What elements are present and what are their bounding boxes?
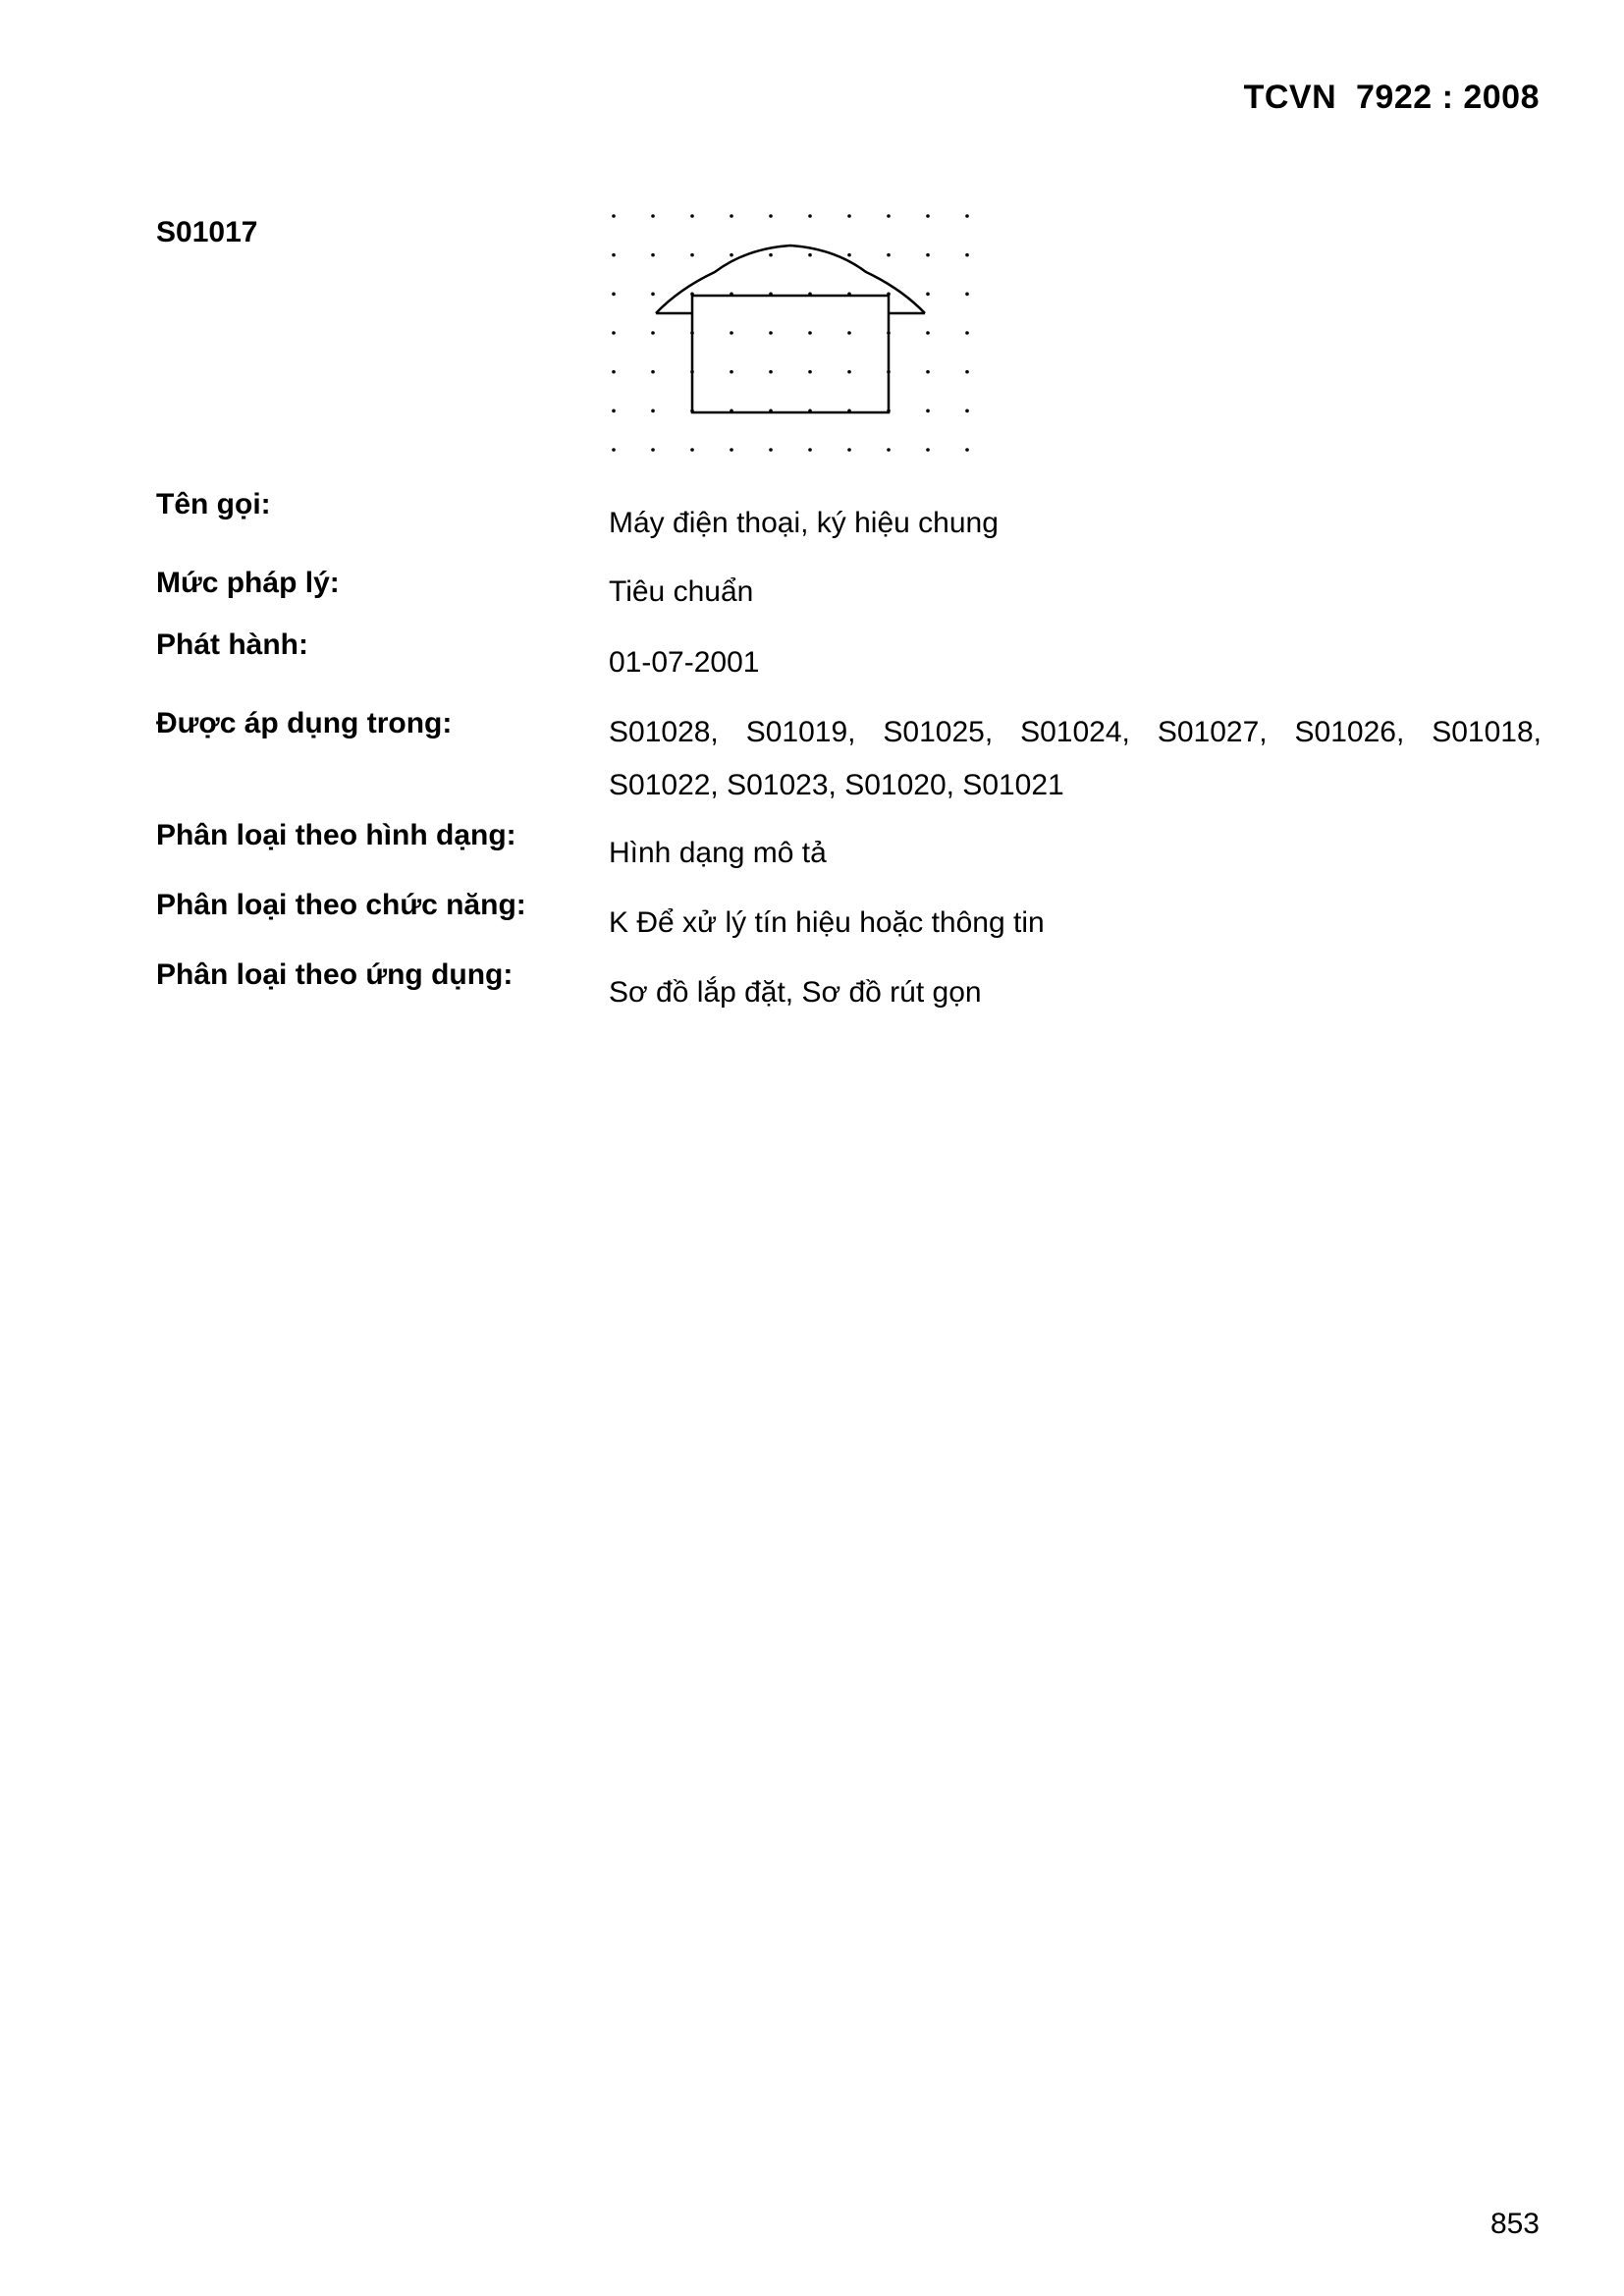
grid-dot [769, 214, 773, 218]
grid-dot [926, 253, 930, 257]
grid-dot [730, 370, 733, 374]
field-value: Hình dạng mô tả [609, 837, 827, 869]
grid-dot [808, 214, 812, 218]
grid-dot [808, 331, 812, 335]
field-label: Được áp dụng trong: [156, 707, 453, 739]
grid-dot [651, 293, 655, 297]
grid-dot [847, 331, 851, 335]
grid-dot [965, 448, 969, 452]
field-label: Phân loại theo hình dạng: [156, 819, 516, 851]
grid-dot [808, 370, 812, 374]
field-application-classification [156, 958, 1541, 1017]
field-function-classification [156, 889, 1541, 948]
grid-dot [612, 331, 616, 335]
grid-dot [690, 448, 694, 452]
grid-dot [651, 331, 655, 335]
grid-dot [847, 214, 851, 218]
grid-dot [612, 214, 616, 218]
grid-dot [651, 253, 655, 257]
symbol-code: S01017 [156, 216, 258, 248]
grid-dot [769, 331, 773, 335]
grid-dot [651, 370, 655, 374]
standard-code: TCVN 7922 : 2008 [1243, 79, 1540, 116]
grid-dot [769, 448, 773, 452]
field-value: Máy điện thoại, ký hiệu chung [609, 507, 999, 539]
grid-dot [730, 214, 733, 218]
grid-dots [612, 214, 969, 452]
grid-dot [926, 448, 930, 452]
grid-dot [651, 214, 655, 218]
grid-dot [612, 253, 616, 257]
grid-dot [847, 253, 851, 257]
grid-dot [651, 448, 655, 452]
grid-dot [965, 410, 969, 413]
field-value: S01028, S01019, S01025, S01024, S01027, S01026, S01018, S01022, S01023, S01020, S01021 [609, 716, 1542, 801]
grid-dot [965, 253, 969, 257]
grid-dot [612, 293, 616, 297]
grid-dot [769, 253, 773, 257]
grid-dot [965, 293, 969, 297]
grid-dot [651, 410, 655, 413]
grid-dot [730, 448, 733, 452]
field-release-date [156, 629, 1541, 687]
field-label: Phân loại theo ứng dụng: [156, 958, 514, 991]
grid-dot [690, 214, 694, 218]
grid-dot [612, 370, 616, 374]
field-value: Tiêu chuẩn [609, 575, 754, 608]
grid-dot [612, 410, 616, 413]
telephone-body [692, 296, 889, 412]
grid-dot [926, 293, 930, 297]
grid-dot [965, 214, 969, 218]
field-label: Tên gọi: [156, 488, 271, 520]
grid-dot [926, 410, 930, 413]
grid-dot [926, 370, 930, 374]
grid-dot [887, 448, 891, 452]
field-shape-classification [156, 819, 1541, 878]
grid-dot [769, 370, 773, 374]
grid-dot [965, 370, 969, 374]
grid-dot [690, 253, 694, 257]
telephone-set-symbol-icon [599, 204, 982, 462]
grid-dot [847, 370, 851, 374]
grid-dot [730, 331, 733, 335]
grid-dot [965, 331, 969, 335]
field-value: Sơ đồ lắp đặt, Sơ đồ rút gọn [609, 976, 982, 1009]
grid-dot [926, 214, 930, 218]
field-applied-in [156, 707, 1541, 805]
field-value: 01-07-2001 [609, 646, 760, 679]
grid-dot [808, 253, 812, 257]
field-label: Mức pháp lý: [156, 567, 340, 599]
grid-dot [926, 331, 930, 335]
field-name [156, 488, 1541, 547]
grid-dot [887, 214, 891, 218]
grid-dot [887, 253, 891, 257]
field-value: K Để xử lý tín hiệu hoặc thông tin [609, 906, 1045, 939]
grid-dot [847, 448, 851, 452]
field-legal-level [156, 567, 1541, 626]
grid-dot [730, 253, 733, 257]
grid-dot [808, 448, 812, 452]
field-label: Phát hành: [156, 629, 308, 661]
grid-dot [612, 448, 616, 452]
handset-arc [656, 246, 925, 313]
page-number: 853 [1489, 2208, 1540, 2240]
field-label: Phân loại theo chức năng: [156, 889, 526, 921]
